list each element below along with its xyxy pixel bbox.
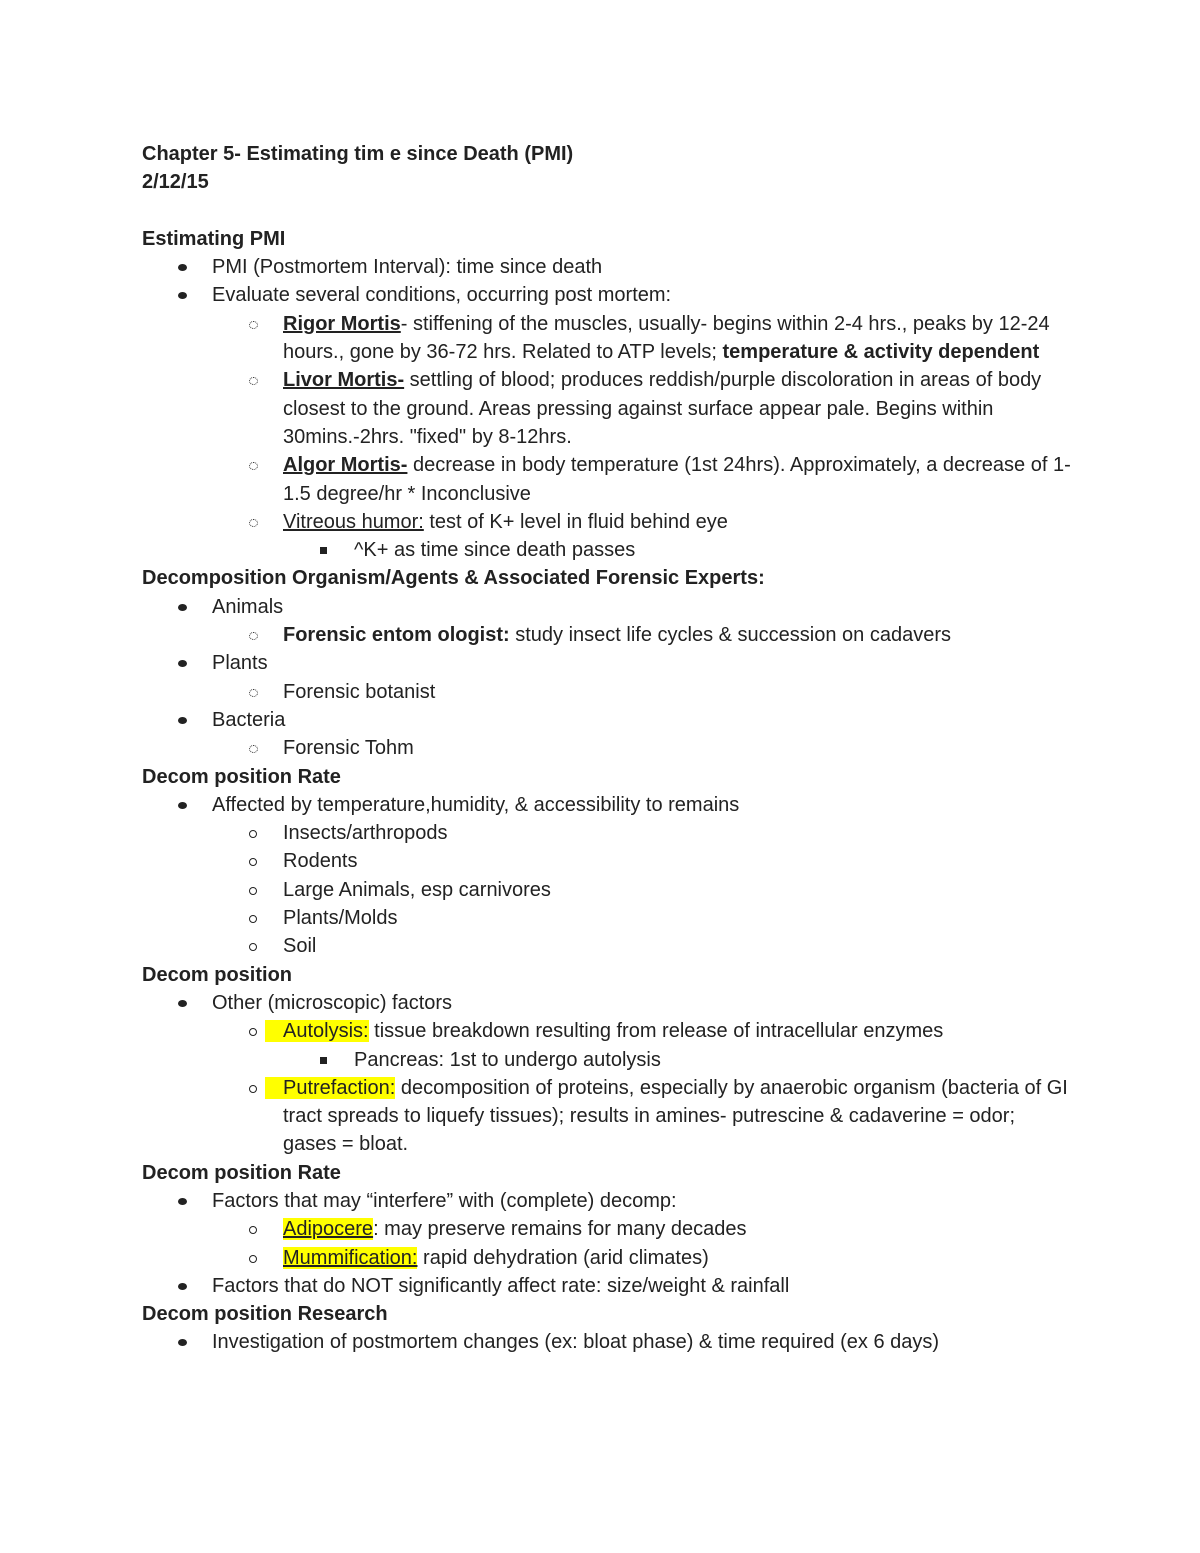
list-item: Soil <box>142 932 1072 960</box>
list-item: Forensic botanist <box>142 678 1072 706</box>
list-item: Forensic entom ologist: study insect life cycles & succession on cadavers <box>142 621 1072 649</box>
blank-line <box>142 197 1072 225</box>
heading-decomposition-rate-2: Decom position Rate <box>142 1161 341 1184</box>
bullet-icon <box>249 830 257 838</box>
list-item-adipocere: Adipocere: may preserve remains for many decades <box>142 1215 1072 1243</box>
list-item: Evaluate several conditions, occurring post mortem: <box>142 281 1072 309</box>
heading-decomposition: Decom position <box>142 963 293 986</box>
list-item: Affected by temperature,humidity, & accessibility to remains <box>142 791 1072 819</box>
heading-decomposition-rate: Decom position Rate <box>142 765 341 788</box>
list-item: Bacteria <box>142 706 1072 734</box>
list-item-vitreous-humor: Vitreous humor: test of K+ level in fluid behind eye <box>142 508 1072 536</box>
bullet-icon <box>178 292 187 299</box>
bullet-icon <box>249 1255 257 1263</box>
list-item-autolysis: Autolysis: tissue breakdown resulting from release of intracellular enzymes <box>142 1017 1072 1045</box>
list-item: PMI (Postmortem Interval): time since death <box>142 253 1072 281</box>
highlight-mummification: Mummification: <box>283 1246 418 1269</box>
bullet-icon <box>249 915 257 923</box>
bullet-icon <box>249 1226 257 1234</box>
bullet-icon <box>249 632 258 640</box>
bullet-icon <box>249 1028 257 1036</box>
list-item: Insects/arthropods <box>142 819 1072 847</box>
bullet-icon <box>178 660 187 667</box>
list-item: Forensic Tohm <box>142 734 1072 762</box>
square-bullet-icon <box>320 547 327 554</box>
heading-decomposition-research: Decom position Research <box>142 1303 388 1326</box>
square-bullet-icon <box>320 1057 327 1064</box>
list-item: Investigation of postmortem changes (ex: bloat phase) & time required (ex 6 days) <box>142 1328 1072 1356</box>
bullet-icon <box>178 1283 187 1290</box>
bullet-icon <box>178 717 187 724</box>
bullet-icon <box>178 1339 187 1346</box>
bullet-icon <box>178 264 187 271</box>
document-title: Chapter 5- Estimating tim e since Death (PMI) <box>142 143 574 165</box>
document-body <box>142 140 1072 1357</box>
highlight-autolysis: Autolysis: <box>265 1020 369 1042</box>
list-item-mummification: Mummification: rapid dehydration (arid climates) <box>142 1244 1072 1272</box>
list-item-rigor-mortis: Rigor Mortis- stiffening of the muscles, usually- begins within 2-4 hrs., peaks by 12-24 hours., gone by 36-72 hrs. Related to ATP levels; temperature & activity dependent <box>142 310 1072 367</box>
list-item: Animals <box>142 593 1072 621</box>
bullet-icon <box>249 689 258 697</box>
list-item: Pancreas: 1st to undergo autolysis <box>142 1046 1072 1074</box>
list-item: Factors that do NOT significantly affect rate: size/weight & rainfall <box>142 1272 1072 1300</box>
bullet-icon <box>249 745 258 753</box>
list-item: Plants/Molds <box>142 904 1072 932</box>
list-item: Plants <box>142 649 1072 677</box>
document-date: 2/12/15 <box>142 171 209 194</box>
bullet-icon <box>249 858 257 866</box>
bullet-icon <box>249 943 257 951</box>
heading-decomposition-agents: Decomposition Organism/Agents & Associated Forensic Experts: <box>142 567 765 590</box>
list-item-livor-mortis: Livor Mortis- settling of blood; produces reddish/purple discoloration in areas of body closest to the ground. Areas pressing against surface appear pale. Begins within 30mins.-2hrs. "fixed" by 8-12hrs. <box>142 366 1072 451</box>
list-item: ^K+ as time since death passes <box>142 536 1072 564</box>
list-item: Factors that may “interfere” with (complete) decomp: <box>142 1187 1072 1215</box>
bullet-icon <box>178 802 187 809</box>
highlight-adipocere: Adipocere <box>283 1218 374 1241</box>
bullet-icon <box>249 321 258 329</box>
bullet-icon <box>178 604 187 611</box>
bullet-icon <box>249 519 258 527</box>
list-item-algor-mortis: Algor Mortis- decrease in body temperature (1st 24hrs). Approximately, a decrease of 1-1.5 degree/hr * Inconclusive <box>142 451 1072 508</box>
bullet-icon <box>249 887 257 895</box>
bullet-icon <box>249 1085 257 1093</box>
bullet-icon <box>249 377 258 385</box>
bullet-icon <box>178 1000 187 1007</box>
highlight-putrefaction: Putrefaction: <box>265 1077 395 1099</box>
list-item-putrefaction: Putrefaction: decomposition of proteins, especially by anaerobic organism (bacteria of GI tract spreads to liquefy tissues); results in amines- putrescine & cadaverine = odor; gases = bloat. <box>142 1074 1072 1159</box>
list-item: Rodents <box>142 847 1072 875</box>
list-item: Other (microscopic) factors <box>142 989 1072 1017</box>
list-item: Large Animals, esp carnivores <box>142 876 1072 904</box>
bullet-icon <box>178 1198 187 1205</box>
bullet-icon <box>249 462 258 470</box>
heading-estimating-pmi: Estimating PMI <box>142 227 286 250</box>
